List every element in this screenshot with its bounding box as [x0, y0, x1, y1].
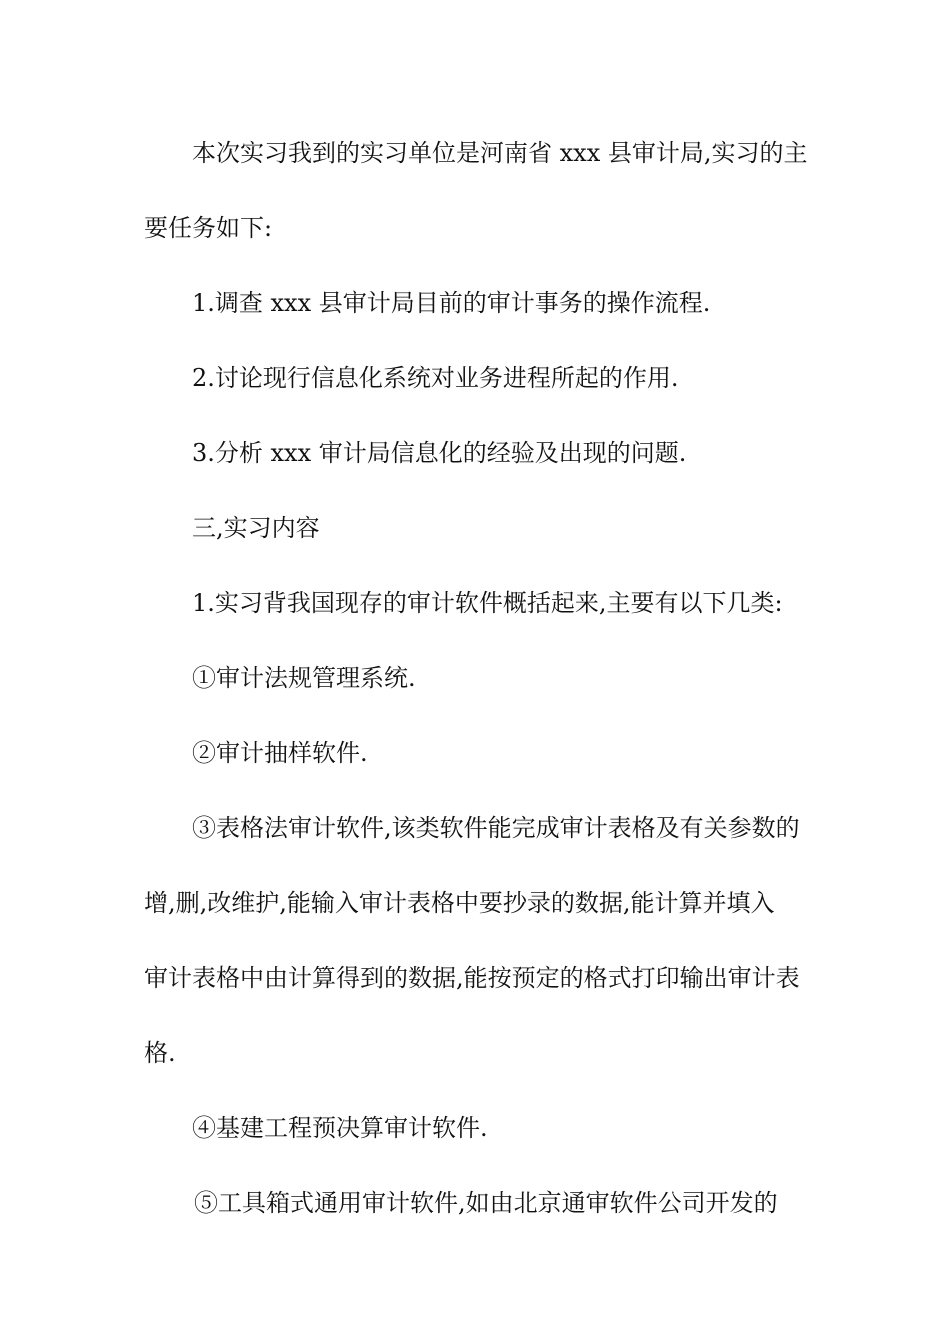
task-item-3: 3.分析 xxx 审计局信息化的经验及出现的问题.	[192, 439, 687, 467]
software-type-2: ②审计抽样软件.	[192, 739, 368, 767]
task-item-2: 2.讨论现行信息化系统对业务进程所起的作用.	[192, 364, 679, 392]
paragraph-intro-line-2: 要任务如下:	[144, 214, 273, 242]
paragraph-intro-line-1: 本次实习我到的实习单位是河南省 xxx 县审计局,实习的主	[192, 139, 808, 167]
software-type-3-line-3: 审计表格中由计算得到的数据,能按预定的格式打印输出审计表	[144, 964, 800, 992]
software-type-1: ①审计法规管理系统.	[192, 664, 416, 692]
software-type-4: ④基建工程预决算审计软件.	[192, 1114, 488, 1142]
task-item-1: 1.调查 xxx 县审计局目前的审计事务的操作流程.	[192, 289, 711, 317]
software-type-3-line-1: ③表格法审计软件,该类软件能完成审计表格及有关参数的	[192, 814, 800, 842]
software-type-3-line-2: 增,删,改维护,能输入审计表格中要抄录的数据,能计算并填入	[144, 889, 775, 917]
content-item-1: 1.实习背我国现存的审计软件概括起来,主要有以下几类:	[192, 589, 783, 617]
section-heading: 三,实习内容	[192, 514, 320, 542]
software-type-3-line-4: 格.	[144, 1039, 176, 1067]
software-type-5-line-1: ⑤工具箱式通用审计软件,如由北京通审软件公司开发的	[194, 1189, 778, 1217]
